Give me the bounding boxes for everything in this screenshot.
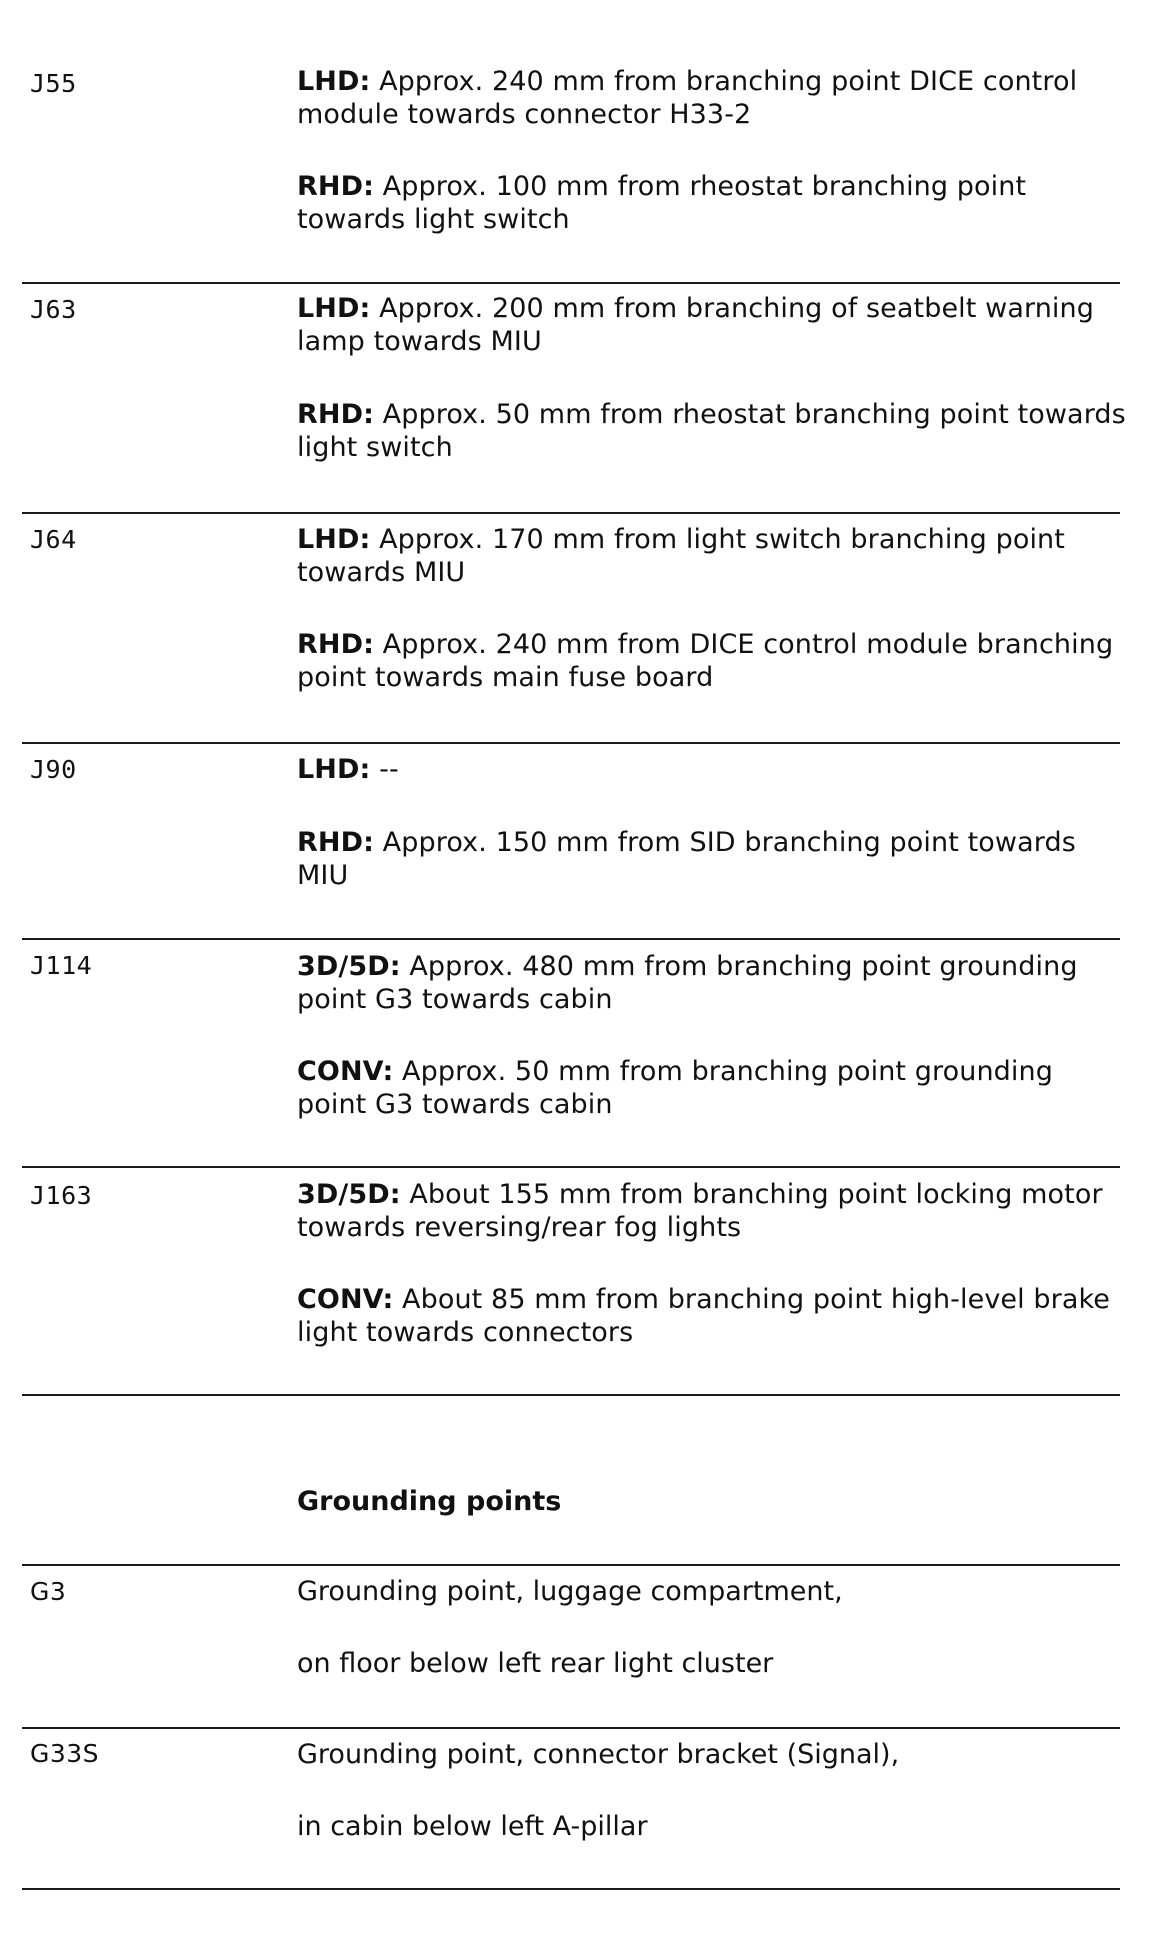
row-divider <box>22 1166 1120 1168</box>
entry-text: -- <box>370 754 399 785</box>
grounding-location: in cabin below left A-pillar <box>297 1811 648 1842</box>
junction-entry <box>297 826 1127 892</box>
junction-entry <box>297 292 1127 358</box>
entry-text: Approx. 50 mm from rheostat branching point towards light switch <box>297 399 1126 463</box>
row-divider <box>22 938 1120 940</box>
junction-entry <box>297 628 1127 694</box>
junction-code: J90 <box>30 755 77 784</box>
junction-code: J163 <box>30 1181 93 1210</box>
junction-entry <box>297 523 1127 589</box>
junction-entry <box>297 398 1127 464</box>
row-divider <box>22 1888 1120 1890</box>
entry-text: Approx. 240 mm from DICE control module branching point towards main fuse board <box>297 629 1114 693</box>
row-divider <box>22 1394 1120 1396</box>
entry-text: Approx. 100 mm from rheostat branching point towards light switch <box>297 171 1027 235</box>
entry-label: LHD: <box>297 524 371 555</box>
entry-text: Approx. 150 mm from SID branching point towards MIU <box>297 827 1076 891</box>
entry-label: LHD: <box>297 754 371 785</box>
grounding-code: G33S <box>30 1739 100 1768</box>
row-divider <box>22 282 1120 284</box>
entry-text: About 85 mm from branching point high-level brake light towards connectors <box>297 1284 1110 1348</box>
entry-label: RHD: <box>297 399 374 430</box>
entry-text: About 155 mm from branching point locking motor towards reversing/rear fog lights <box>297 1179 1103 1243</box>
entry-label: 3D/5D: <box>297 1179 401 1210</box>
section-heading: Grounding points <box>297 1486 562 1517</box>
grounding-location: on floor below left rear light cluster <box>297 1648 774 1679</box>
entry-text: Approx. 200 mm from branching of seatbelt warning lamp towards MIU <box>297 293 1094 357</box>
junction-entry <box>297 1178 1127 1244</box>
grounding-code: G3 <box>30 1577 67 1606</box>
junction-code: J55 <box>30 69 77 98</box>
entry-text: Approx. 480 mm from branching point grounding point G3 towards cabin <box>297 951 1078 1015</box>
junction-code: J114 <box>30 951 93 980</box>
grounding-description: Grounding point, luggage compartment, <box>297 1576 843 1607</box>
junction-entry <box>297 1283 1127 1349</box>
junction-entry <box>297 65 1127 131</box>
entry-label: RHD: <box>297 629 374 660</box>
entry-label: RHD: <box>297 827 374 858</box>
entry-label: 3D/5D: <box>297 951 401 982</box>
junction-entry <box>297 753 1127 786</box>
entry-label: LHD: <box>297 66 371 97</box>
junction-entry <box>297 170 1127 236</box>
junction-code: J63 <box>30 295 77 324</box>
junction-entry <box>297 1055 1127 1121</box>
row-divider <box>22 742 1120 744</box>
junction-code: J64 <box>30 525 77 554</box>
entry-text: Approx. 50 mm from branching point grounding point G3 towards cabin <box>297 1056 1053 1120</box>
row-divider <box>22 1727 1120 1729</box>
grounding-description: Grounding point, connector bracket (Signal), <box>297 1739 900 1770</box>
entry-label: CONV: <box>297 1056 394 1087</box>
entry-label: CONV: <box>297 1284 394 1315</box>
row-divider <box>22 512 1120 514</box>
entry-text: Approx. 240 mm from branching point DICE control module towards connector H33-2 <box>297 66 1078 130</box>
entry-label: LHD: <box>297 293 371 324</box>
junction-entry <box>297 950 1127 1016</box>
entry-text: Approx. 170 mm from light switch branching point towards MIU <box>297 524 1065 588</box>
entry-label: RHD: <box>297 171 374 202</box>
row-divider <box>22 1564 1120 1566</box>
